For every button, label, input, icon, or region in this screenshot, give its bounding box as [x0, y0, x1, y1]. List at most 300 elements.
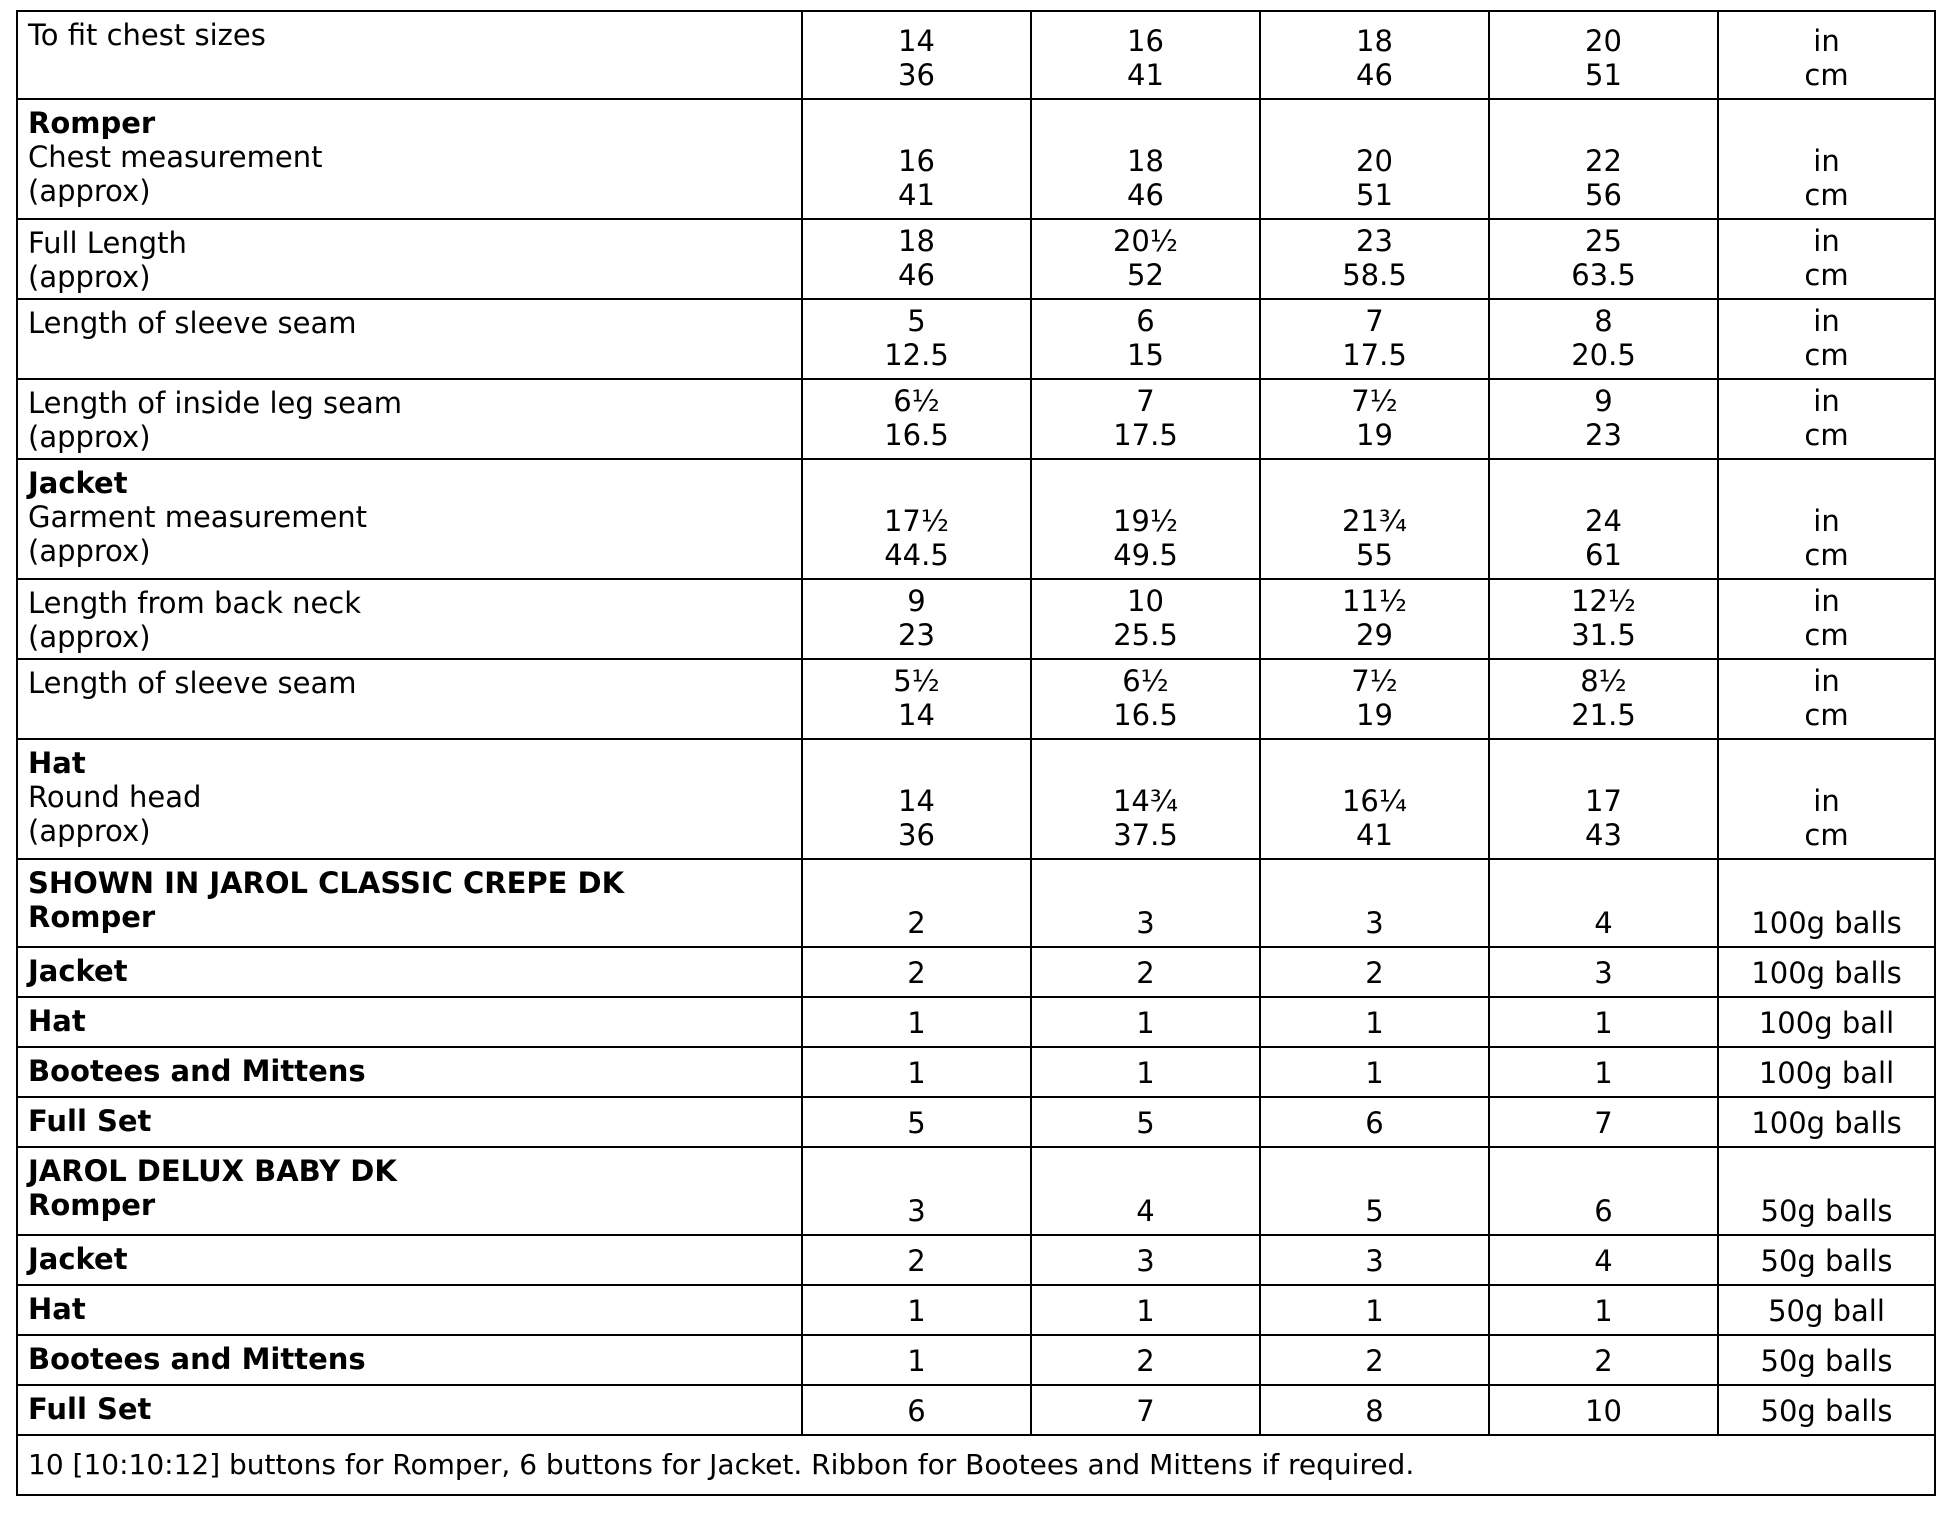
- row-label-line: Garment measurement: [28, 500, 368, 534]
- value-primary: 16¼: [1341, 784, 1407, 818]
- value-metric: 56: [1585, 178, 1622, 212]
- unit-cell: [1718, 1047, 1935, 1097]
- table-row-crepe-bootees: [17, 1047, 1935, 1097]
- value-metric: 41: [1127, 58, 1164, 92]
- size-value-cell: [1260, 299, 1489, 379]
- unit-label: 50g balls: [1760, 1244, 1893, 1278]
- value-metric: 41: [1356, 818, 1393, 852]
- value-primary: 5: [1136, 1106, 1155, 1140]
- value-primary: 19½: [1112, 504, 1178, 538]
- size-value-cell: [1031, 579, 1260, 659]
- row-label-line: Length of sleeve seam: [28, 306, 357, 340]
- size-value-cell: [1260, 1047, 1489, 1097]
- table-row-romper-inside-leg: [17, 379, 1935, 459]
- unit-cell: [1718, 1147, 1935, 1235]
- size-value-cell: [1260, 1385, 1489, 1435]
- value-metric: 51: [1356, 178, 1393, 212]
- value-metric: 12.5: [884, 338, 949, 372]
- unit-label: in: [1813, 784, 1840, 818]
- section-heading: SHOWN IN JAROL CLASSIC CREPE DK: [28, 866, 625, 900]
- value-primary: 25: [1585, 224, 1622, 258]
- row-label-line: Bootees and Mittens: [28, 1054, 366, 1088]
- value-metric: 19: [1356, 698, 1393, 732]
- size-value-cell: [1489, 947, 1718, 997]
- size-value-cell: [1031, 299, 1260, 379]
- unit-label: cm: [1804, 418, 1849, 452]
- row-label: [17, 997, 802, 1047]
- table-row-crepe-hat: [17, 997, 1935, 1047]
- unit-cell: [1718, 947, 1935, 997]
- size-value-cell: [1260, 739, 1489, 859]
- value-primary: 6: [1365, 1106, 1384, 1140]
- row-label-line: Full Set: [28, 1104, 152, 1138]
- size-value-cell: [1489, 459, 1718, 579]
- row-label-line: Jacket: [28, 954, 128, 988]
- row-label: [17, 947, 802, 997]
- value-metric: 29: [1356, 618, 1393, 652]
- value-primary: 21¾: [1341, 504, 1407, 538]
- size-value-cell: [1031, 99, 1260, 219]
- value-primary: 14: [898, 24, 935, 58]
- value-primary: 16: [1127, 24, 1164, 58]
- table-row-hat-round-head: [17, 739, 1935, 859]
- size-value-cell: [802, 739, 1031, 859]
- value-primary: 22: [1585, 144, 1622, 178]
- value-primary: 18: [898, 224, 935, 258]
- size-value-cell: [802, 1047, 1031, 1097]
- size-value-cell: [802, 997, 1031, 1047]
- size-value-cell: [1260, 1097, 1489, 1147]
- size-value-cell: [1489, 1147, 1718, 1235]
- value-primary: 2: [907, 906, 926, 940]
- value-metric: 46: [1127, 178, 1164, 212]
- size-value-cell: [1260, 1285, 1489, 1335]
- size-value-cell: [802, 1235, 1031, 1285]
- value-metric: 16.5: [884, 418, 949, 452]
- size-value-cell: [802, 1385, 1031, 1435]
- value-primary: 3: [907, 1194, 926, 1228]
- row-label-line: (approx): [28, 260, 151, 294]
- value-primary: 1: [907, 1006, 926, 1040]
- row-label-line: Hat: [28, 1004, 86, 1038]
- row-label-line: Length from back neck: [28, 586, 362, 620]
- value-metric: 25.5: [1113, 618, 1178, 652]
- unit-cell: [1718, 459, 1935, 579]
- size-value-cell: [1031, 1047, 1260, 1097]
- size-value-cell: [802, 11, 1031, 99]
- value-metric: 46: [898, 258, 935, 292]
- value-primary: 23: [1356, 224, 1393, 258]
- value-primary: 1: [907, 1344, 926, 1378]
- unit-cell: [1718, 579, 1935, 659]
- row-label: [17, 1385, 802, 1435]
- row-label: [17, 1147, 802, 1235]
- value-primary: 12½: [1570, 584, 1636, 618]
- value-primary: 17½: [883, 504, 949, 538]
- unit-label: in: [1813, 24, 1840, 58]
- value-primary: 8: [1365, 1394, 1384, 1428]
- value-primary: 3: [1136, 906, 1155, 940]
- value-primary: 8: [1594, 304, 1613, 338]
- value-primary: 2: [907, 956, 926, 990]
- value-metric: 16.5: [1113, 698, 1178, 732]
- size-value-cell: [802, 947, 1031, 997]
- unit-label: in: [1813, 144, 1840, 178]
- table-row-crepe-full-set: [17, 1097, 1935, 1147]
- size-value-cell: [1031, 659, 1260, 739]
- table-body: [17, 11, 1935, 1495]
- section-heading: Hat: [28, 746, 86, 780]
- value-primary: 2: [1136, 1344, 1155, 1378]
- size-value-cell: [1489, 379, 1718, 459]
- row-label-line: (approx): [28, 620, 151, 654]
- size-value-cell: [1260, 99, 1489, 219]
- size-value-cell: [802, 219, 1031, 299]
- row-label-line: (approx): [28, 814, 151, 848]
- unit-label: in: [1813, 584, 1840, 618]
- value-metric: 37.5: [1113, 818, 1178, 852]
- size-value-cell: [1031, 1335, 1260, 1385]
- unit-label: cm: [1804, 538, 1849, 572]
- value-primary: 6: [1594, 1194, 1613, 1228]
- table-row-jacket-sleeve-seam: [17, 659, 1935, 739]
- value-primary: 18: [1127, 144, 1164, 178]
- size-value-cell: [1489, 997, 1718, 1047]
- row-label: [17, 299, 802, 379]
- value-primary: 4: [1594, 1244, 1613, 1278]
- row-label: [17, 11, 802, 99]
- unit-cell: [1718, 739, 1935, 859]
- size-value-cell: [1031, 739, 1260, 859]
- size-value-cell: [802, 1147, 1031, 1235]
- table-row-delux-jacket: [17, 1235, 1935, 1285]
- unit-label: in: [1813, 504, 1840, 538]
- unit-cell: [1718, 997, 1935, 1047]
- row-label-line: Bootees and Mittens: [28, 1342, 366, 1376]
- value-metric: 61: [1585, 538, 1622, 572]
- size-value-cell: [1031, 379, 1260, 459]
- row-label-line: Jacket: [28, 1242, 128, 1276]
- table-row-jacket-back-neck: [17, 579, 1935, 659]
- table-row-crepe-romper: [17, 859, 1935, 947]
- unit-cell: [1718, 1235, 1935, 1285]
- unit-label: in: [1813, 384, 1840, 418]
- size-value-cell: [1489, 659, 1718, 739]
- unit-label: 50g balls: [1760, 1394, 1893, 1428]
- unit-label: cm: [1804, 698, 1849, 732]
- size-value-cell: [802, 379, 1031, 459]
- size-and-yarn-table: [16, 10, 1936, 1496]
- footnote: 10 [10:10:12] buttons for Romper, 6 buttons for Jacket. Ribbon for Bootees and Mittens if required.: [17, 1435, 1935, 1495]
- value-metric: 49.5: [1113, 538, 1178, 572]
- unit-cell: [1718, 299, 1935, 379]
- unit-label: 100g balls: [1751, 956, 1902, 990]
- unit-cell: [1718, 99, 1935, 219]
- size-value-cell: [1489, 1097, 1718, 1147]
- size-value-cell: [1489, 99, 1718, 219]
- row-label: [17, 859, 802, 947]
- table-row-to-fit-chest: [17, 11, 1935, 99]
- unit-cell: [1718, 659, 1935, 739]
- value-primary: 3: [1594, 956, 1613, 990]
- value-primary: 24: [1585, 504, 1622, 538]
- row-label-line: To fit chest sizes: [28, 18, 266, 52]
- value-primary: 9: [907, 584, 926, 618]
- size-value-cell: [1260, 379, 1489, 459]
- unit-cell: [1718, 1097, 1935, 1147]
- table-row-romper-chest: [17, 99, 1935, 219]
- value-primary: 1: [1136, 1056, 1155, 1090]
- size-value-cell: [1031, 219, 1260, 299]
- value-primary: 2: [1136, 956, 1155, 990]
- size-value-cell: [1031, 1385, 1260, 1435]
- row-label-line: (approx): [28, 420, 151, 454]
- value-primary: 7: [1594, 1106, 1613, 1140]
- unit-label: 100g ball: [1758, 1056, 1895, 1090]
- unit-label: cm: [1804, 618, 1849, 652]
- section-heading: Jacket: [28, 466, 128, 500]
- value-primary: 20½: [1112, 224, 1178, 258]
- size-value-cell: [1260, 947, 1489, 997]
- value-metric: 21.5: [1571, 698, 1636, 732]
- value-primary: 7: [1136, 384, 1155, 418]
- unit-label: cm: [1804, 338, 1849, 372]
- size-value-cell: [802, 1097, 1031, 1147]
- size-value-cell: [1031, 1235, 1260, 1285]
- size-value-cell: [1260, 859, 1489, 947]
- value-primary: 3: [1136, 1244, 1155, 1278]
- row-label-line: (approx): [28, 534, 151, 568]
- size-value-cell: [802, 299, 1031, 379]
- value-primary: 6½: [1122, 664, 1169, 698]
- value-primary: 11½: [1341, 584, 1407, 618]
- value-primary: 2: [907, 1244, 926, 1278]
- size-value-cell: [802, 459, 1031, 579]
- table-row-romper-full-length: [17, 219, 1935, 299]
- size-value-cell: [1260, 1235, 1489, 1285]
- unit-cell: [1718, 859, 1935, 947]
- value-primary: 1: [907, 1294, 926, 1328]
- value-metric: 31.5: [1571, 618, 1636, 652]
- value-primary: 4: [1594, 906, 1613, 940]
- unit-cell: [1718, 219, 1935, 299]
- value-metric: 20.5: [1571, 338, 1636, 372]
- table-row-delux-romper: [17, 1147, 1935, 1235]
- value-metric: 63.5: [1571, 258, 1636, 292]
- value-metric: 46: [1356, 58, 1393, 92]
- unit-label: cm: [1804, 258, 1849, 292]
- row-label-line: (approx): [28, 174, 151, 208]
- size-value-cell: [1489, 579, 1718, 659]
- unit-label: 100g balls: [1751, 1106, 1902, 1140]
- size-value-cell: [1489, 1047, 1718, 1097]
- unit-cell: [1718, 1385, 1935, 1435]
- value-primary: 1: [1136, 1006, 1155, 1040]
- table-row-delux-full-set: [17, 1385, 1935, 1435]
- row-label-line: Romper: [28, 900, 156, 934]
- value-primary: 5½: [893, 664, 940, 698]
- size-value-cell: [802, 99, 1031, 219]
- unit-label: cm: [1804, 178, 1849, 212]
- size-value-cell: [802, 1335, 1031, 1385]
- size-value-cell: [1489, 1335, 1718, 1385]
- size-value-cell: [1489, 1285, 1718, 1335]
- value-primary: 17: [1585, 784, 1622, 818]
- value-primary: 1: [1594, 1006, 1613, 1040]
- size-value-cell: [1260, 459, 1489, 579]
- unit-cell: [1718, 1285, 1935, 1335]
- value-metric: 58.5: [1342, 258, 1407, 292]
- table-row-delux-bootees: [17, 1335, 1935, 1385]
- value-metric: 36: [898, 818, 935, 852]
- size-value-cell: [1489, 299, 1718, 379]
- value-metric: 41: [898, 178, 935, 212]
- value-metric: 36: [898, 58, 935, 92]
- value-primary: 1: [1136, 1294, 1155, 1328]
- unit-cell: [1718, 11, 1935, 99]
- value-primary: 14¾: [1112, 784, 1178, 818]
- row-label: [17, 1235, 802, 1285]
- value-metric: 23: [898, 618, 935, 652]
- section-heading: Romper: [28, 106, 156, 140]
- row-label: [17, 379, 802, 459]
- value-primary: 4: [1136, 1194, 1155, 1228]
- value-primary: 10: [1585, 1394, 1622, 1428]
- row-label: [17, 659, 802, 739]
- table-row-delux-hat: [17, 1285, 1935, 1335]
- value-primary: 6: [1136, 304, 1155, 338]
- value-metric: 55: [1356, 538, 1393, 572]
- value-metric: 14: [898, 698, 935, 732]
- unit-label: 50g balls: [1760, 1344, 1893, 1378]
- size-value-cell: [1260, 997, 1489, 1047]
- value-primary: 8½: [1580, 664, 1627, 698]
- size-value-cell: [1489, 11, 1718, 99]
- value-primary: 1: [1594, 1294, 1613, 1328]
- value-primary: 5: [1365, 1194, 1384, 1228]
- size-value-cell: [1260, 219, 1489, 299]
- size-value-cell: [802, 859, 1031, 947]
- size-value-cell: [802, 1285, 1031, 1335]
- unit-label: cm: [1804, 818, 1849, 852]
- row-label-line: Full Set: [28, 1392, 152, 1426]
- value-primary: 1: [1365, 1006, 1384, 1040]
- table-row-crepe-jacket: [17, 947, 1935, 997]
- value-primary: 10: [1127, 584, 1164, 618]
- size-value-cell: [1031, 997, 1260, 1047]
- row-label: [17, 1285, 802, 1335]
- value-primary: 1: [907, 1056, 926, 1090]
- value-primary: 3: [1365, 1244, 1384, 1278]
- value-primary: 14: [898, 784, 935, 818]
- size-value-cell: [1260, 1335, 1489, 1385]
- value-primary: 16: [898, 144, 935, 178]
- value-primary: 2: [1594, 1344, 1613, 1378]
- size-value-cell: [1031, 1097, 1260, 1147]
- unit-label: 50g ball: [1768, 1294, 1885, 1328]
- unit-label: in: [1813, 224, 1840, 258]
- row-label: [17, 459, 802, 579]
- size-value-cell: [802, 659, 1031, 739]
- unit-cell: [1718, 379, 1935, 459]
- unit-label: cm: [1804, 58, 1849, 92]
- row-label-line: Romper: [28, 1188, 156, 1222]
- size-value-cell: [1260, 1147, 1489, 1235]
- size-value-cell: [1031, 859, 1260, 947]
- section-heading: JAROL DELUX BABY DK: [28, 1154, 397, 1188]
- table-row-footnote: [17, 1435, 1935, 1495]
- value-metric: 51: [1585, 58, 1622, 92]
- value-metric: 52: [1127, 258, 1164, 292]
- value-primary: 7½: [1351, 384, 1398, 418]
- row-label-line: Hat: [28, 1292, 86, 1326]
- unit-label: 100g balls: [1751, 906, 1902, 940]
- size-value-cell: [1031, 1285, 1260, 1335]
- row-label: [17, 739, 802, 859]
- size-value-cell: [1031, 459, 1260, 579]
- row-label-line: Length of inside leg seam: [28, 386, 402, 420]
- value-primary: 18: [1356, 24, 1393, 58]
- size-value-cell: [1489, 859, 1718, 947]
- row-label: [17, 1047, 802, 1097]
- value-primary: 2: [1365, 1344, 1384, 1378]
- value-metric: 44.5: [884, 538, 949, 572]
- row-label: [17, 99, 802, 219]
- value-primary: 7½: [1351, 664, 1398, 698]
- value-primary: 2: [1365, 956, 1384, 990]
- value-primary: 1: [1365, 1056, 1384, 1090]
- value-primary: 20: [1585, 24, 1622, 58]
- size-value-cell: [1260, 659, 1489, 739]
- size-value-cell: [1031, 11, 1260, 99]
- size-value-cell: [1031, 1147, 1260, 1235]
- value-primary: 7: [1365, 304, 1384, 338]
- unit-label: 50g balls: [1760, 1194, 1893, 1228]
- unit-cell: [1718, 1335, 1935, 1385]
- value-primary: 7: [1136, 1394, 1155, 1428]
- unit-label: 100g ball: [1758, 1006, 1895, 1040]
- value-primary: 6½: [893, 384, 940, 418]
- value-primary: 6: [907, 1394, 926, 1428]
- value-primary: 9: [1594, 384, 1613, 418]
- row-label: [17, 219, 802, 299]
- size-value-cell: [1260, 579, 1489, 659]
- value-metric: 15: [1127, 338, 1164, 372]
- table-row-jacket-garment: [17, 459, 1935, 579]
- value-primary: 1: [1594, 1056, 1613, 1090]
- value-primary: 5: [907, 1106, 926, 1140]
- row-label-line: Full Length: [28, 226, 187, 260]
- value-metric: 17.5: [1342, 338, 1407, 372]
- size-value-cell: [1489, 1385, 1718, 1435]
- value-primary: 20: [1356, 144, 1393, 178]
- size-value-cell: [1489, 739, 1718, 859]
- unit-label: in: [1813, 664, 1840, 698]
- value-primary: 3: [1365, 906, 1384, 940]
- size-value-cell: [1489, 1235, 1718, 1285]
- row-label: [17, 1335, 802, 1385]
- size-value-cell: [1260, 11, 1489, 99]
- row-label: [17, 579, 802, 659]
- value-primary: 1: [1365, 1294, 1384, 1328]
- value-metric: 23: [1585, 418, 1622, 452]
- row-label: [17, 1097, 802, 1147]
- row-label-line: Length of sleeve seam: [28, 666, 357, 700]
- value-metric: 43: [1585, 818, 1622, 852]
- unit-label: in: [1813, 304, 1840, 338]
- table-row-romper-sleeve-seam: [17, 299, 1935, 379]
- value-metric: 19: [1356, 418, 1393, 452]
